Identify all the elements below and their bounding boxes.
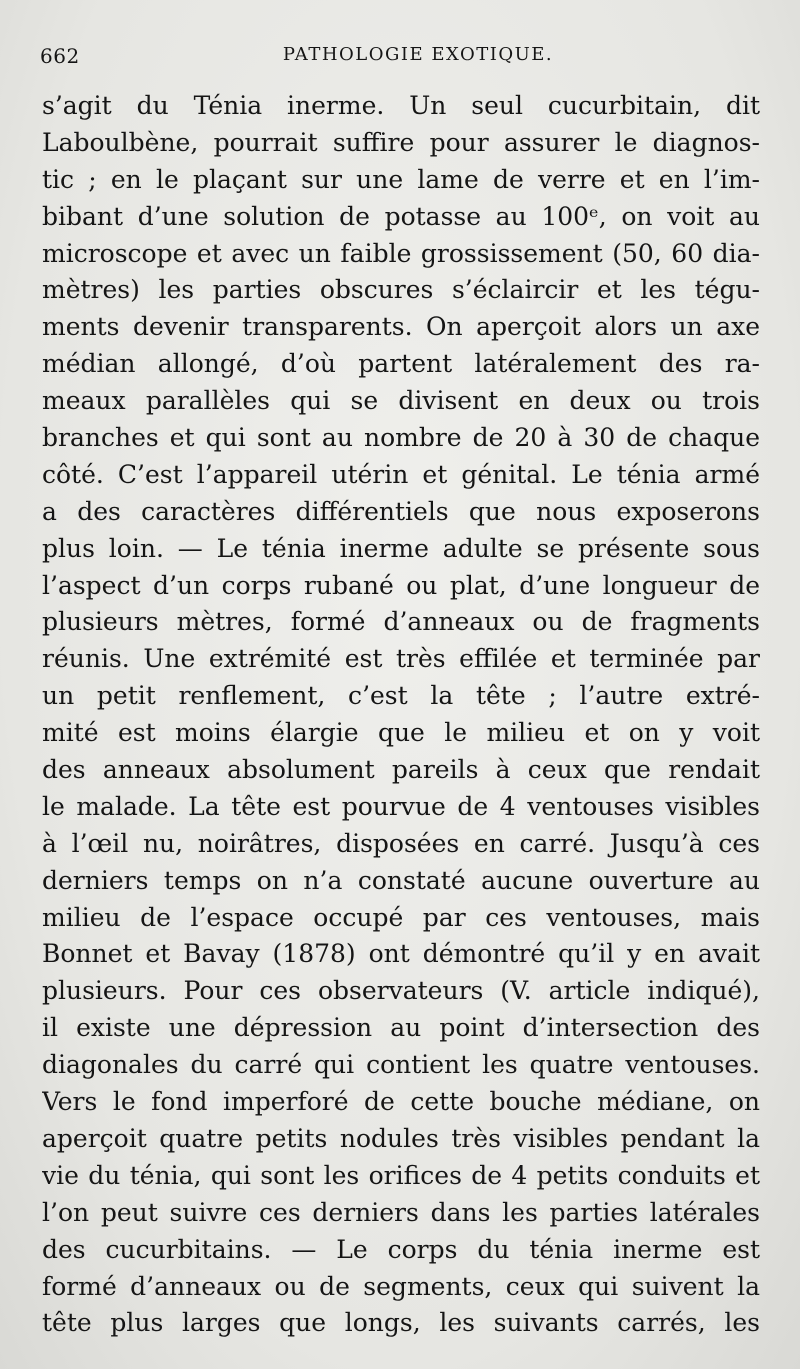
text-line: ments devenir transparents. On aperçoit alors un axe [42,312,760,342]
text-line: le malade. La tête est pourvue de 4 ventouses visibles [42,791,760,821]
text-line: des cucurbitains. — Le corps du ténia inerme est [42,1234,760,1264]
text-line: s’agit du Ténia inerme. Un seul cucurbitain, dit [42,91,760,120]
text-line: milieu de l’espace occupé par ces ventouses, mais [42,902,760,932]
text-line: tic ; en le plaçant sur une lame de verre et en l’im- [42,164,760,194]
text-line: microscope et avec un faible grossissement (50, 60 dia- [42,238,760,268]
text-line: meaux parallèles qui se divisent en deux ou trois [42,386,760,416]
text-line: côté. C’est l’appareil utérin et génital. Le ténia armé [42,459,760,489]
text-line: l’on peut suivre ces derniers dans les parties latérales [42,1197,760,1227]
text-line: Bonnet et Bavay (1878) ont démontré qu’il y en avait [42,939,760,969]
page-header [40,42,756,78]
text-line: vie du ténia, qui sont les orifices de 4 petits conduits et [42,1160,760,1190]
text-line: à l’œil nu, noirâtres, disposées en carré. Jusqu’à ces [42,828,760,858]
text-line: mètres) les parties obscures s’éclaircir et les tégu- [42,275,760,305]
text-line: plus loin. — Le ténia inerme adulte se présente sous [42,533,760,563]
text-line: diagonales du carré qui contient les quatre ventouses. [42,1050,760,1080]
text-line: branches et qui sont au nombre de 20 à 30 de chaque [42,423,760,453]
running-title: PATHOLOGIE EXOTIQUE. [282,44,554,65]
text-line: réunis. Une extrémité est très effilée et terminée par [42,644,760,674]
text-line: un petit renflement, c’est la tête ; l’autre extré- [42,681,760,711]
text-line: plusieurs. Pour ces observateurs (V. article indiqué), [42,976,760,1006]
text-line: formé d’anneaux ou de segments, ceux qui suivent la [42,1271,760,1301]
text-line: a des caractères différentiels que nous exposerons [42,496,760,526]
text-line: Laboulbène, pourrait suffire pour assurer le diagnos- [42,127,760,157]
text-line: aperçoit quatre petits nodules très visibles pendant la [42,1123,760,1153]
text-line: derniers temps on n’a constaté aucune ouverture au [42,865,760,895]
text-line: mité est moins élargie que le milieu et on y voit [42,718,760,748]
page-number: 662 [40,44,80,68]
text-line: l’aspect d’un corps rubané ou plat, d’une longueur de [42,570,760,600]
text-line: plusieurs mètres, formé d’anneaux ou de fragments [42,607,760,637]
body-text [42,88,760,1342]
text-line: il existe une dépression au point d’intersection des [42,1013,760,1043]
text-line: tête plus larges que longs, les suivants carrés, les [42,1308,760,1338]
text-line: bibant d’une solution de potasse au 100ᵉ, on voit au [42,201,760,231]
text-line: des anneaux absolument pareils à ceux que rendait [42,755,760,785]
text-line: médian allongé, d’où partent latéralement des ra- [42,349,760,379]
text-line: Vers le fond imperforé de cette bouche médiane, on [42,1087,760,1117]
